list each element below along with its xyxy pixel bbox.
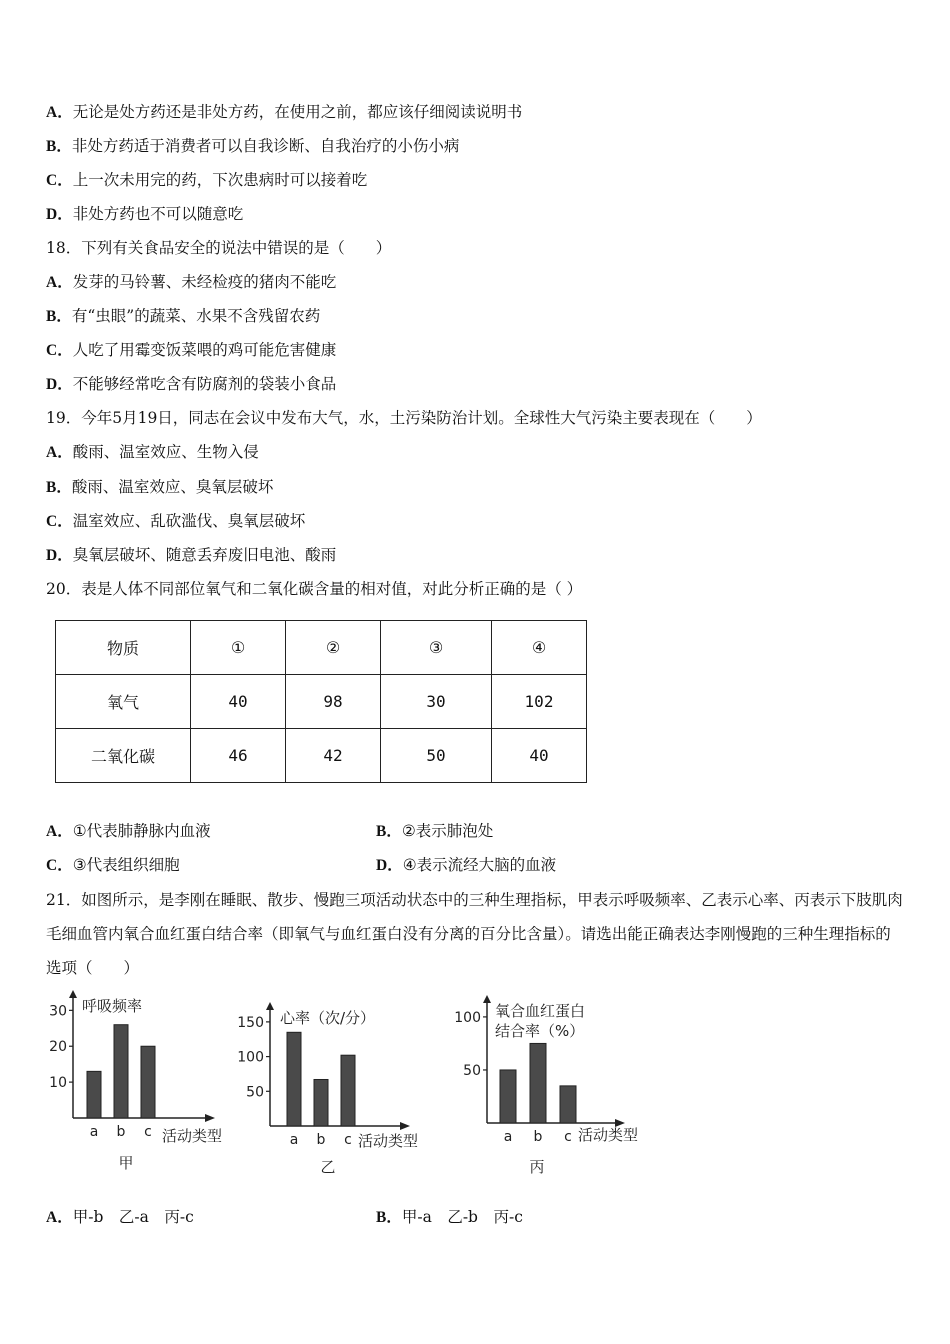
table-cell: 氧气 — [56, 675, 191, 729]
y-tick-label: 100 — [454, 1009, 481, 1026]
y-axis-arrow — [266, 1002, 274, 1010]
table-header-cell: ② — [286, 621, 381, 675]
table-header-cell: ① — [191, 621, 286, 675]
q20-data-table — [55, 620, 587, 783]
x-tick-label: c — [144, 1124, 152, 1140]
table-header-cell: ④ — [492, 621, 587, 675]
q17-option-d: D．非处方药也不可以随意吃 — [46, 205, 244, 223]
table-header-cell: ③ — [381, 621, 492, 675]
q19-option-b: B．酸雨、温室效应、臭氧层破坏 — [46, 478, 274, 496]
chart-breathing-rate — [40, 990, 240, 1180]
chart-caption: 甲 — [118, 1154, 134, 1172]
table-cell: 40 — [191, 675, 286, 729]
q20-option-d: D．④表示流经大脑的血液 — [376, 856, 557, 874]
q20-stem: 20．表是人体不同部位氧气和二氧化碳含量的相对值，对此分析正确的是（ ） — [46, 580, 583, 598]
q17-option-c: C．上一次未用完的药，下次患病时可以接着吃 — [46, 171, 368, 189]
table-row — [56, 675, 587, 729]
chart-title-line1: 氧合血红蛋白 — [495, 1002, 586, 1020]
table-row — [56, 729, 587, 783]
x-tick-label: b — [316, 1132, 326, 1148]
table-cell: 50 — [381, 729, 492, 783]
table-cell: 30 — [381, 675, 492, 729]
y-tick-label: 100 — [237, 1049, 264, 1066]
table-header-cell: 物质 — [56, 621, 191, 675]
x-tick-label: a — [289, 1132, 299, 1148]
q19-stem: 19．今年5月19日，同志在会议中发布大气，水，土污染防治计划。全球性大气污染主要表现在（ ） — [46, 409, 762, 427]
x-tick-label: c — [564, 1129, 572, 1145]
q20-option-a: A．①代表肺静脉内血液 — [46, 822, 211, 840]
chart-oxyhemoglobin-rate — [445, 995, 655, 1180]
q20-option-b: B．②表示肺泡处 — [376, 822, 494, 840]
x-tick-label: b — [116, 1124, 126, 1140]
table-cell: 102 — [492, 675, 587, 729]
chart-title: 心率（次/分） — [280, 1009, 376, 1027]
chart-caption: 丙 — [529, 1158, 545, 1176]
bar-a — [287, 1032, 301, 1126]
q19-option-a: A．酸雨、温室效应、生物入侵 — [46, 443, 259, 461]
x-axis-label: 活动类型 — [578, 1126, 639, 1144]
table-cell: 98 — [286, 675, 381, 729]
chart-heart-rate — [230, 1000, 440, 1180]
table-cell: 46 — [191, 729, 286, 783]
y-tick-label: 50 — [246, 1084, 264, 1101]
x-axis-label: 活动类型 — [162, 1127, 223, 1145]
chart-title: 呼吸频率 — [82, 997, 143, 1015]
bar-c — [141, 1046, 155, 1118]
q18-option-a: A．发芽的马铃薯、未经检疫的猪肉不能吃 — [46, 273, 337, 291]
y-tick-label: 30 — [49, 1003, 67, 1020]
bar-b — [314, 1079, 328, 1126]
x-tick-label: a — [89, 1124, 99, 1140]
q21-option-a: A．甲-b 乙-a 丙-c — [46, 1208, 194, 1226]
q20-option-c: C．③代表组织细胞 — [46, 856, 180, 874]
q18-option-b: B．有“虫眼”的蔬菜、水果不含残留农药 — [46, 307, 321, 325]
x-tick-label: a — [503, 1129, 513, 1145]
y-axis-arrow — [483, 995, 491, 1003]
q19-option-d: D．臭氧层破坏、随意丢弃废旧电池、酸雨 — [46, 546, 337, 564]
table-cell: 42 — [286, 729, 381, 783]
y-axis-arrow — [69, 990, 77, 998]
x-axis-arrow — [400, 1122, 410, 1130]
q21-option-b: B．甲-a 乙-b 丙-c — [376, 1208, 523, 1226]
bar-b — [530, 1043, 546, 1123]
bar-a — [500, 1070, 516, 1123]
y-tick-label: 10 — [49, 1075, 67, 1092]
x-axis-label: 活动类型 — [358, 1132, 419, 1150]
bar-a — [87, 1071, 101, 1118]
q18-option-c: C．人吃了用霉变饭菜喂的鸡可能危害健康 — [46, 341, 337, 359]
q17-option-b: B．非处方药适于消费者可以自我诊断、自我治疗的小伤小病 — [46, 137, 460, 155]
y-tick-label: 20 — [49, 1039, 67, 1056]
table-cell: 40 — [492, 729, 587, 783]
bar-c — [560, 1086, 576, 1123]
q19-option-c: C．温室效应、乱砍滥伐、臭氧层破坏 — [46, 512, 306, 530]
chart-caption: 乙 — [320, 1158, 336, 1176]
q18-stem: 18．下列有关食品安全的说法中错误的是（ ） — [46, 239, 392, 257]
bar-b — [114, 1025, 128, 1118]
table-header-row — [56, 621, 587, 675]
q17-option-a: A．无论是处方药还是非处方药，在使用之前，都应该仔细阅读说明书 — [46, 103, 523, 121]
q18-option-d: D．不能够经常吃含有防腐剂的袋装小食品 — [46, 375, 337, 393]
bar-c — [341, 1055, 355, 1126]
q21-stem: 21．如图所示，是李刚在睡眠、散步、慢跑三项活动状态中的三种生理指标，甲表示呼吸频率、乙表示心率、丙表示下肢肌肉毛细血管内氧合血红蛋白结合率（即氧气与血红蛋白没有分离的百分比含量）。请选出能正确表达李刚慢跑的三种生理指标的选项（ ） — [46, 891, 903, 977]
table-cell: 二氧化碳 — [56, 729, 191, 783]
x-axis-arrow — [205, 1114, 215, 1122]
x-tick-label: c — [344, 1132, 352, 1148]
x-tick-label: b — [533, 1129, 543, 1145]
y-tick-label: 150 — [237, 1014, 264, 1031]
chart-title-line2: 结合率（%） — [495, 1022, 585, 1040]
y-tick-label: 50 — [463, 1062, 481, 1079]
